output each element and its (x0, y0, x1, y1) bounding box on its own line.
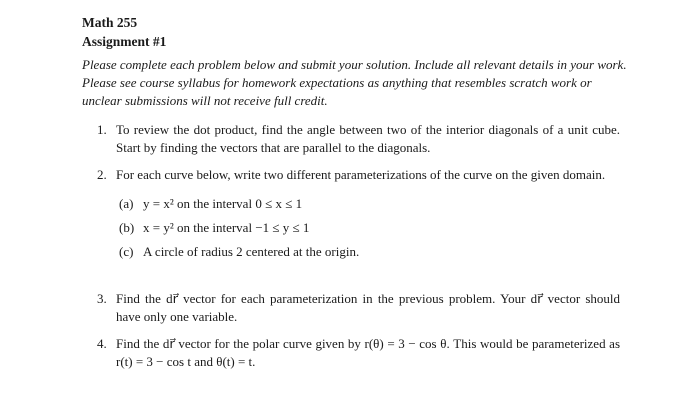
problem-number: 2. (97, 167, 107, 182)
problem-3 (97, 290, 620, 326)
subpart-b (119, 219, 620, 237)
subpart-text: x = y² on the interval −1 ≤ y ≤ 1 (143, 220, 310, 235)
subpart-c (119, 243, 620, 261)
subpart-a (119, 195, 620, 213)
problem-2 (97, 166, 620, 267)
subpart-label: (b) (119, 220, 135, 235)
problem-number: 4. (97, 336, 107, 351)
problem-number: 1. (97, 122, 107, 137)
header (82, 13, 166, 51)
subpart-label: (a) (119, 196, 134, 211)
subpart-label: (c) (119, 244, 134, 259)
problem-1 (97, 121, 620, 157)
subpart-text: A circle of radius 2 centered at the origin. (143, 244, 360, 259)
instructions-paragraph: Please complete each problem below and submit your solution. Include all relevant details in your work. Please see course syllabus for homework expectations as anything that resembles scratch work or unclear submissions will not receive full credit. (82, 57, 627, 108)
assignment-title: Assignment #1 (82, 34, 167, 49)
problem-4 (97, 335, 620, 371)
subpart-list (119, 195, 620, 261)
problem-text: For each curve below, write two different parameterizations of the curve on the given domain. (116, 167, 606, 182)
problem-text: Find the dr⃗ vector for each parameterization in the previous problem. Your dr⃗ vector should have only one variable. (116, 291, 620, 324)
problem-text: To review the dot product, find the angle between two of the interior diagonals of a unit cube. Start by finding the vectors that are parallel to the diagonals. (116, 122, 620, 155)
problem-text: Find the dr⃗ vector for the polar curve given by r(θ) = 3 − cos θ. This would be parameterized as r(t) = 3 − cos t and θ(t) = t. (116, 336, 620, 369)
course-title: Math 255 (82, 15, 138, 30)
problem-number: 3. (97, 291, 107, 306)
subpart-text: y = x² on the interval 0 ≤ x ≤ 1 (143, 196, 303, 211)
